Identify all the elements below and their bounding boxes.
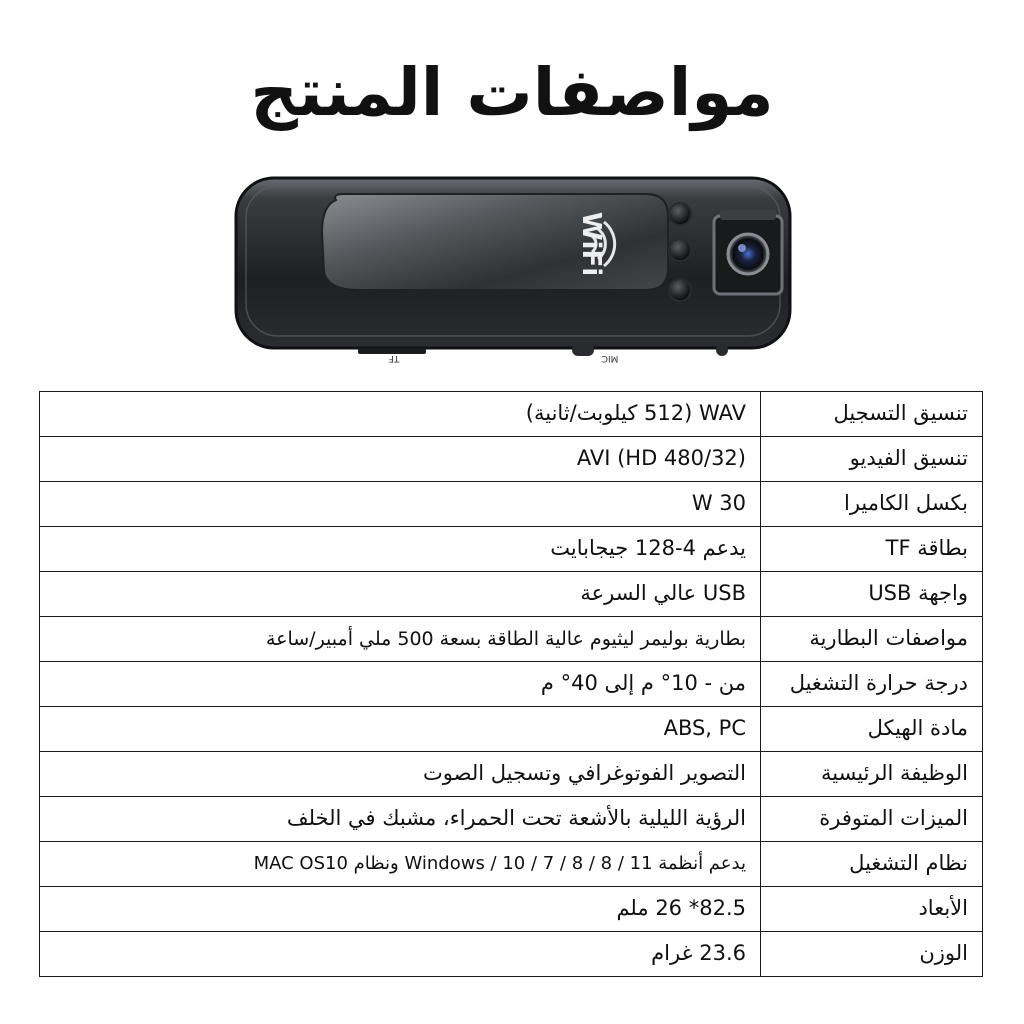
spec-value: WAV (512 كيلوبت/ثانية) xyxy=(40,392,761,437)
table-row xyxy=(40,752,983,797)
spec-value: 30 W xyxy=(40,482,761,527)
spec-value: ABS, PC xyxy=(40,707,761,752)
table-row xyxy=(40,662,983,707)
table-row xyxy=(40,392,983,437)
table-row xyxy=(40,797,983,842)
spec-value: الرؤية الليلية بالأشعة تحت الحمراء، مشبك في الخلف xyxy=(40,797,761,842)
table-row xyxy=(40,527,983,572)
spec-label: درجة حرارة التشغيل xyxy=(761,662,983,707)
ir-led-3 xyxy=(669,279,691,301)
svg-text:TF: TF xyxy=(388,353,400,363)
ir-led-1 xyxy=(669,203,691,225)
spec-table xyxy=(39,391,983,977)
spec-label: مادة الهيكل xyxy=(761,707,983,752)
spec-label: تنسيق الفيديو xyxy=(761,437,983,482)
table-row xyxy=(40,842,983,887)
table-row xyxy=(40,437,983,482)
page-title: مواصفات المنتج xyxy=(250,54,774,131)
spec-label: تنسيق التسجيل xyxy=(761,392,983,437)
spec-label: مواصفات البطارية xyxy=(761,617,983,662)
spec-value: التصوير الفوتوغرافي وتسجيل الصوت xyxy=(40,752,761,797)
spec-label: بطاقة TF xyxy=(761,527,983,572)
spec-value: يدعم 4-128 جيجابايت xyxy=(40,527,761,572)
spec-label: الميزات المتوفرة xyxy=(761,797,983,842)
spec-label: الوظيفة الرئيسية xyxy=(761,752,983,797)
power-button xyxy=(716,344,728,356)
product-image-body-camera xyxy=(228,172,798,368)
spec-value: AVI (HD 480/32) xyxy=(40,437,761,482)
wifi-label: WiFi xyxy=(576,211,606,277)
spec-value: من - 10° م إلى 40° م xyxy=(40,662,761,707)
spec-value: يدعم أنظمة Windows / 10 / 7 / 8 / 8 / 11 ونظام MAC OS10 xyxy=(40,842,761,887)
mic-port xyxy=(572,344,594,356)
table-row xyxy=(40,887,983,932)
spec-label: بكسل الكاميرا xyxy=(761,482,983,527)
spec-value: بطارية بوليمر ليثيوم عالية الطاقة بسعة 500 ملي أمبير/ساعة xyxy=(40,617,761,662)
spec-value: 23.6 غرام xyxy=(40,932,761,977)
spec-label: الأبعاد xyxy=(761,887,983,932)
spec-label: الوزن xyxy=(761,932,983,977)
spec-value: USB عالي السرعة xyxy=(40,572,761,617)
svg-text:MIC: MIC xyxy=(601,353,619,363)
table-row xyxy=(40,572,983,617)
table-row xyxy=(40,932,983,977)
table-row xyxy=(40,707,983,752)
table-row xyxy=(40,617,983,662)
spec-label: واجهة USB xyxy=(761,572,983,617)
spec-value: 82.5* 26 ملم xyxy=(40,887,761,932)
spec-label: نظام التشغيل xyxy=(761,842,983,887)
camera-lens xyxy=(728,234,768,274)
table-row xyxy=(40,482,983,527)
ir-led-2 xyxy=(669,239,691,261)
